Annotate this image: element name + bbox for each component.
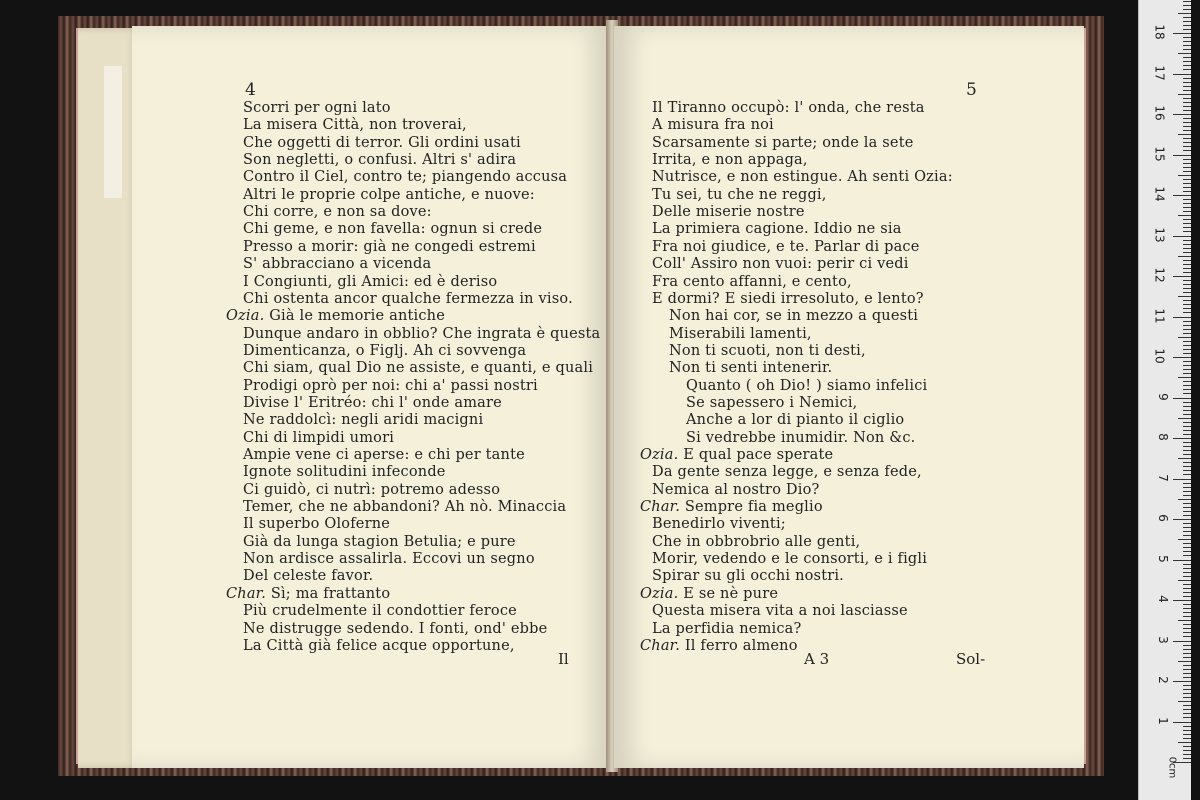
ruler-tick xyxy=(1183,511,1191,512)
ruler-tick xyxy=(1183,369,1191,370)
ruler-number: 17 xyxy=(1152,64,1167,81)
ruler-number: 16 xyxy=(1152,105,1167,121)
ruler-tick xyxy=(1183,543,1191,544)
ruler-tick xyxy=(1183,171,1191,172)
ruler-tick xyxy=(1183,592,1191,593)
ruler-number: 15 xyxy=(1152,145,1167,162)
ruler-tick xyxy=(1183,227,1191,228)
ruler-tick xyxy=(1178,134,1191,135)
ruler-tick xyxy=(1183,1,1191,2)
ruler-tick xyxy=(1183,312,1191,313)
ruler-tick xyxy=(1173,33,1191,34)
ruler-tick xyxy=(1183,385,1191,386)
ruler-tick xyxy=(1183,616,1191,617)
speaker-name: Ozia. xyxy=(640,585,679,602)
text-line: Chi geme, e non favella: ognun si crede xyxy=(243,221,543,238)
ruler-tick xyxy=(1183,260,1191,261)
ruler-tick xyxy=(1183,487,1191,488)
ruler-tick xyxy=(1183,754,1191,755)
ruler-tick xyxy=(1183,150,1191,151)
ruler-tick xyxy=(1173,438,1191,439)
ruler-tick xyxy=(1183,264,1191,265)
ruler-tick xyxy=(1183,252,1191,253)
text-line: Tu sei, tu che ne reggi, xyxy=(652,186,827,203)
text-line: Non ti scuoti, non ti desti, xyxy=(669,342,866,359)
ruler-tick xyxy=(1178,13,1191,14)
ruler-number: 11 xyxy=(1152,307,1167,324)
text-line: Già da lunga stagion Betulia; e pure xyxy=(243,533,516,550)
text-line: La Città già felice acque opportune, xyxy=(243,637,515,654)
text-line: Non hai cor, se in mezzo a questi xyxy=(669,308,919,325)
ruler-tick xyxy=(1178,296,1191,297)
text-line: Ampie vene ci aperse: e chi per tante xyxy=(243,447,525,463)
text-line: Altri le proprie colpe antiche, e nuove: xyxy=(243,186,535,203)
ruler-tick xyxy=(1183,284,1191,285)
ruler-tick xyxy=(1183,90,1191,91)
ruler-tick xyxy=(1183,665,1191,666)
ruler-tick xyxy=(1183,758,1191,759)
ruler-tick xyxy=(1183,333,1191,334)
ruler-tick xyxy=(1183,673,1191,674)
ruler-tick xyxy=(1183,604,1191,605)
ruler-tick xyxy=(1183,98,1191,99)
text-line: Ci guidò, ci nutrì: potremo adesso xyxy=(243,481,501,498)
ruler-tick xyxy=(1173,74,1191,75)
ruler-tick xyxy=(1183,515,1191,516)
ruler-tick xyxy=(1183,426,1191,427)
ruler-tick xyxy=(1183,576,1191,577)
ruler-tick xyxy=(1183,244,1191,245)
ruler-tick xyxy=(1183,677,1191,678)
ruler-tick xyxy=(1183,568,1191,569)
ruler-tick xyxy=(1178,580,1191,581)
ruler-number: 18 xyxy=(1152,24,1167,40)
text-line: Fra cento affanni, e cento, xyxy=(652,273,852,290)
ruler-tick xyxy=(1178,418,1191,419)
ruler-tick xyxy=(1183,353,1191,354)
text-line: Scorri per ogni lato xyxy=(243,100,391,116)
ruler-tick xyxy=(1173,722,1191,723)
ruler-tick xyxy=(1173,600,1191,601)
text-line xyxy=(226,586,390,603)
signature-mark: A 3 xyxy=(804,650,830,668)
measuring-ruler xyxy=(1138,0,1191,800)
ruler-tick xyxy=(1183,203,1191,204)
ruler-tick xyxy=(1178,742,1191,743)
ruler-tick xyxy=(1183,122,1191,123)
text-line: Che oggetti di terror. Gli ordini usati xyxy=(243,134,521,151)
ruler-tick xyxy=(1183,414,1191,415)
text-line: A misura fra noi xyxy=(652,117,774,134)
ruler-tick xyxy=(1183,146,1191,147)
ruler-tick xyxy=(1173,681,1191,682)
text-line: Non ti senti intenerir. xyxy=(669,360,833,377)
text-line: Da gente senza legge, e senza fede, xyxy=(652,464,922,481)
ruler-number: 1 xyxy=(1156,716,1171,725)
ruler-tick xyxy=(1178,701,1191,702)
ruler-tick xyxy=(1183,329,1191,330)
ruler-tick xyxy=(1183,292,1191,293)
ruler-tick xyxy=(1183,82,1191,83)
ruler-number: 8 xyxy=(1156,433,1171,441)
ruler-tick xyxy=(1183,584,1191,585)
ruler-tick xyxy=(1183,705,1191,706)
ruler-tick xyxy=(1183,78,1191,79)
ruler-tick xyxy=(1183,564,1191,565)
text-line: Son negletti, o confusi. Altri s' adira xyxy=(243,152,517,169)
ruler-tick xyxy=(1183,248,1191,249)
ruler-tick xyxy=(1173,276,1191,277)
text-line xyxy=(640,447,833,464)
ruler-tick xyxy=(1183,365,1191,366)
text-line: Dimenticanza, o Figlj. Ah ci sovvenga xyxy=(243,342,527,359)
ruler-tick xyxy=(1183,65,1191,66)
text-line: Prodigi oprò per noi: chi a' passi nostri xyxy=(243,377,538,394)
text-line xyxy=(640,638,798,655)
ruler-tick xyxy=(1183,179,1191,180)
text-line: Non ardisce assalirla. Eccovi un segno xyxy=(243,551,535,568)
speaker-name: Char. xyxy=(226,585,267,602)
speaker-name: Char. xyxy=(640,499,681,516)
ruler-tick xyxy=(1183,474,1191,475)
ruler-tick xyxy=(1183,596,1191,597)
ruler-tick xyxy=(1183,37,1191,38)
ruler-tick xyxy=(1183,734,1191,735)
ruler-tick xyxy=(1183,713,1191,714)
ruler-tick xyxy=(1183,462,1191,463)
ruler-tick xyxy=(1178,458,1191,459)
ruler-tick xyxy=(1183,86,1191,87)
ruler-tick xyxy=(1183,321,1191,322)
ruler-tick xyxy=(1183,483,1191,484)
ruler-tick xyxy=(1183,163,1191,164)
ruler-tick xyxy=(1183,373,1191,374)
ruler-tick xyxy=(1183,645,1191,646)
text-line: Benedirlo viventi; xyxy=(652,516,786,533)
ruler-tick xyxy=(1183,345,1191,346)
ruler-tick xyxy=(1183,183,1191,184)
text-line: Ne raddolcì: negli aridi macigni xyxy=(243,412,484,429)
ruler-tick xyxy=(1183,61,1191,62)
ruler-tick xyxy=(1183,110,1191,111)
ruler-tick xyxy=(1183,746,1191,747)
text-line: Anche a lor di pianto il ciglio xyxy=(686,412,905,429)
ruler-tick xyxy=(1183,187,1191,188)
text-line: Nemica al nostro Dio? xyxy=(652,481,820,498)
text-line: Il superbo Oloferne xyxy=(243,516,391,533)
ruler-tick xyxy=(1183,25,1191,26)
text-line: Presso a morir: già ne congedi estremi xyxy=(243,238,536,255)
ruler-tick xyxy=(1173,479,1191,480)
text-line: Delle miserie nostre xyxy=(652,204,805,221)
line-text: Sempre fia meglio xyxy=(680,499,823,516)
ruler-tick xyxy=(1183,167,1191,168)
ruler-tick xyxy=(1183,308,1191,309)
ruler-tick xyxy=(1183,191,1191,192)
ruler-tick xyxy=(1183,531,1191,532)
ruler-tick xyxy=(1183,349,1191,350)
ruler-tick xyxy=(1183,126,1191,127)
ruler-tick xyxy=(1178,256,1191,257)
ruler-tick xyxy=(1173,195,1191,196)
text-line: Del celeste favor. xyxy=(243,568,374,585)
ruler-number: 3 xyxy=(1156,635,1171,644)
text-line: Chi siam, qual Dio ne assiste, e quanti, e quali xyxy=(243,360,594,377)
ruler-tick xyxy=(1183,406,1191,407)
ruler-number: 13 xyxy=(1152,226,1167,243)
ruler-tick xyxy=(1183,199,1191,200)
ruler-tick xyxy=(1183,503,1191,504)
text-line: Coll' Assiro non vuoi: perir ci vedi xyxy=(652,256,909,273)
text-line: Temer, che ne abbandoni? Ah nò. Minaccia xyxy=(243,499,567,516)
flyleaf-paper-strip xyxy=(104,66,122,198)
ruler-tick xyxy=(1178,499,1191,500)
text-line: Dunque andaro in obblio? Che ingrata è questa xyxy=(243,325,601,342)
text-line: Morir, vedendo e le consorti, e i figli xyxy=(652,551,928,568)
ruler-tick xyxy=(1183,130,1191,131)
text-line: I Congiunti, gli Amici: ed è deriso xyxy=(243,273,498,290)
line-text: E se nè pure xyxy=(678,585,779,602)
ruler-tick xyxy=(1183,547,1191,548)
ruler-tick xyxy=(1183,389,1191,390)
ruler-tick xyxy=(1178,337,1191,338)
right-page xyxy=(614,26,1084,768)
ruler-tick xyxy=(1183,231,1191,232)
text-line: Il Tiranno occupò: l' onda, che resta xyxy=(652,100,925,116)
ruler-tick xyxy=(1183,535,1191,536)
text-line: S' abbracciano a vicenda xyxy=(243,256,432,273)
text-line: La perfidia nemica? xyxy=(652,620,802,637)
ruler-number: 10 xyxy=(1152,348,1167,364)
ruler-tick xyxy=(1178,215,1191,216)
ruler-tick xyxy=(1183,624,1191,625)
ruler-tick xyxy=(1183,450,1191,451)
text-line: Fra noi giudice, e te. Parlar di pace xyxy=(652,238,920,255)
text-line: Nutrisce, e non estingue. Ah senti Ozia: xyxy=(652,169,953,186)
ruler-tick xyxy=(1178,539,1191,540)
ruler-tick xyxy=(1183,118,1191,119)
ruler-number: 14 xyxy=(1152,186,1167,202)
ruler-tick xyxy=(1183,49,1191,50)
ruler-tick xyxy=(1183,588,1191,589)
text-line: Miserabili lamenti, xyxy=(669,325,812,342)
ruler-tick xyxy=(1183,726,1191,727)
ruler-tick xyxy=(1183,69,1191,70)
ruler-tick xyxy=(1183,689,1191,690)
ruler-tick xyxy=(1178,175,1191,176)
ruler-tick xyxy=(1183,551,1191,552)
ruler-tick xyxy=(1183,693,1191,694)
ruler-tick xyxy=(1183,138,1191,139)
ruler-tick xyxy=(1178,620,1191,621)
text-line: Si vedrebbe inumidir. Non &c. xyxy=(686,429,916,446)
ruler-tick xyxy=(1173,519,1191,520)
ruler-tick xyxy=(1183,470,1191,471)
ruler-tick xyxy=(1183,709,1191,710)
text-line: Spirar su gli occhi nostri. xyxy=(652,568,844,585)
ruler-tick xyxy=(1183,159,1191,160)
left-page-number: 4 xyxy=(245,80,256,100)
text-line: La primiera cagione. Iddio ne sia xyxy=(652,221,902,238)
ruler-tick xyxy=(1183,653,1191,654)
ruler-tick xyxy=(1183,636,1191,637)
right-catchword: Sol- xyxy=(956,650,986,668)
ruler-tick xyxy=(1183,402,1191,403)
ruler-tick xyxy=(1183,422,1191,423)
ruler-tick xyxy=(1183,300,1191,301)
ruler-tick xyxy=(1183,361,1191,362)
ruler-unit-label: 0cm xyxy=(1166,756,1178,779)
ruler-tick xyxy=(1183,612,1191,613)
ruler-tick xyxy=(1183,219,1191,220)
ruler-tick xyxy=(1183,142,1191,143)
ruler-tick xyxy=(1183,523,1191,524)
ruler-tick xyxy=(1173,560,1191,561)
ruler-tick xyxy=(1183,649,1191,650)
ruler-tick xyxy=(1173,114,1191,115)
text-line: Chi ostenta ancor qualche fermezza in viso. xyxy=(243,290,573,307)
ruler-tick xyxy=(1173,155,1191,156)
ruler-tick xyxy=(1183,434,1191,435)
text-line: Scarsamente si parte; onde la sete xyxy=(652,134,914,151)
ruler-tick xyxy=(1183,280,1191,281)
text-line: Che in obbrobrio alle genti, xyxy=(652,533,861,550)
ruler-tick xyxy=(1178,53,1191,54)
ruler-number: 6 xyxy=(1156,514,1171,522)
ruler-tick xyxy=(1183,41,1191,42)
ruler-tick xyxy=(1183,21,1191,22)
ruler-tick xyxy=(1183,240,1191,241)
text-line: Irrita, e non appaga, xyxy=(652,152,808,169)
ruler-tick xyxy=(1173,641,1191,642)
ruler-tick xyxy=(1173,398,1191,399)
ruler-tick xyxy=(1183,325,1191,326)
ruler-number: 7 xyxy=(1156,473,1171,482)
ruler-tick xyxy=(1183,29,1191,30)
ruler-tick xyxy=(1183,730,1191,731)
ruler-tick xyxy=(1183,527,1191,528)
ruler-tick xyxy=(1183,430,1191,431)
ruler-tick xyxy=(1183,5,1191,6)
ruler-tick xyxy=(1183,442,1191,443)
ruler-tick xyxy=(1183,102,1191,103)
text-line: Ignote solitudini infeconde xyxy=(243,464,446,481)
ruler-tick xyxy=(1183,669,1191,670)
text-line: Divise l' Eritréo: chi l' onde amare xyxy=(243,394,502,411)
text-line xyxy=(640,586,778,603)
line-text: Il ferro almeno xyxy=(680,637,798,654)
ruler-tick xyxy=(1183,491,1191,492)
ruler-tick xyxy=(1183,268,1191,269)
ruler-tick xyxy=(1183,211,1191,212)
ruler-tick xyxy=(1183,17,1191,18)
ruler-tick xyxy=(1183,685,1191,686)
ruler-tick xyxy=(1183,223,1191,224)
text-line: Più crudelmente il condottier feroce xyxy=(243,603,517,620)
ruler-tick xyxy=(1183,106,1191,107)
speaker-name: Ozia. xyxy=(226,308,265,325)
ruler-number: 2 xyxy=(1156,676,1171,684)
ruler-tick xyxy=(1183,446,1191,447)
line-text: Già le memorie antiche xyxy=(264,308,445,325)
text-line: Questa misera vita a noi lasciasse xyxy=(652,603,908,620)
ruler-tick xyxy=(1178,661,1191,662)
text-line: Chi corre, e non sa dove: xyxy=(243,204,432,221)
text-line: Se sapessero i Nemici, xyxy=(686,394,858,411)
ruler-tick xyxy=(1183,717,1191,718)
ruler-tick xyxy=(1183,738,1191,739)
text-line: Ne distrugge sedendo. I fonti, ond' ebbe xyxy=(243,620,548,637)
line-text: Sì; ma frattanto xyxy=(266,585,391,602)
text-line: Chi di limpidi umori xyxy=(243,429,395,446)
ruler-tick xyxy=(1183,697,1191,698)
text-line: Quanto ( oh Dio! ) siamo infelici xyxy=(686,377,928,394)
ruler-tick xyxy=(1183,288,1191,289)
ruler-tick xyxy=(1183,608,1191,609)
ruler-tick xyxy=(1183,657,1191,658)
left-catchword: Il xyxy=(558,650,569,668)
ruler-tick xyxy=(1178,377,1191,378)
ruler-tick xyxy=(1173,236,1191,237)
ruler-number: 9 xyxy=(1156,392,1171,401)
ruler-tick xyxy=(1183,750,1191,751)
ruler-tick xyxy=(1183,9,1191,10)
ruler-tick xyxy=(1183,628,1191,629)
ruler-tick xyxy=(1183,410,1191,411)
speaker-name: Ozia. xyxy=(640,447,679,463)
ruler-tick xyxy=(1183,466,1191,467)
speaker-name: Char. xyxy=(640,637,681,654)
left-page xyxy=(132,26,610,768)
ruler-tick xyxy=(1183,454,1191,455)
ruler-number: 4 xyxy=(1156,595,1171,603)
text-line: Contro il Ciel, contro te; piangendo accusa xyxy=(243,169,568,186)
ruler-tick xyxy=(1183,555,1191,556)
line-text: E qual pace sperate xyxy=(678,447,834,463)
text-line xyxy=(640,499,823,516)
ruler-tick xyxy=(1183,495,1191,496)
ruler-tick xyxy=(1173,317,1191,318)
text-line: La misera Città, non troverai, xyxy=(243,117,467,134)
ruler-tick xyxy=(1178,94,1191,95)
right-page-number: 5 xyxy=(966,80,977,100)
ruler-tick xyxy=(1183,272,1191,273)
ruler-tick xyxy=(1183,507,1191,508)
ruler-tick xyxy=(1183,381,1191,382)
ruler-tick xyxy=(1183,572,1191,573)
text-line: E dormi? E siedi irresoluto, e lento? xyxy=(652,290,924,307)
ruler-tick xyxy=(1183,341,1191,342)
ruler-tick xyxy=(1183,304,1191,305)
ruler-number: 12 xyxy=(1152,267,1167,283)
ruler-tick xyxy=(1183,57,1191,58)
ruler-tick xyxy=(1183,207,1191,208)
ruler-tick xyxy=(1183,632,1191,633)
ruler-tick xyxy=(1173,357,1191,358)
ruler-number: 5 xyxy=(1156,554,1171,563)
ruler-tick xyxy=(1183,393,1191,394)
text-line xyxy=(226,308,445,325)
ruler-tick xyxy=(1183,45,1191,46)
